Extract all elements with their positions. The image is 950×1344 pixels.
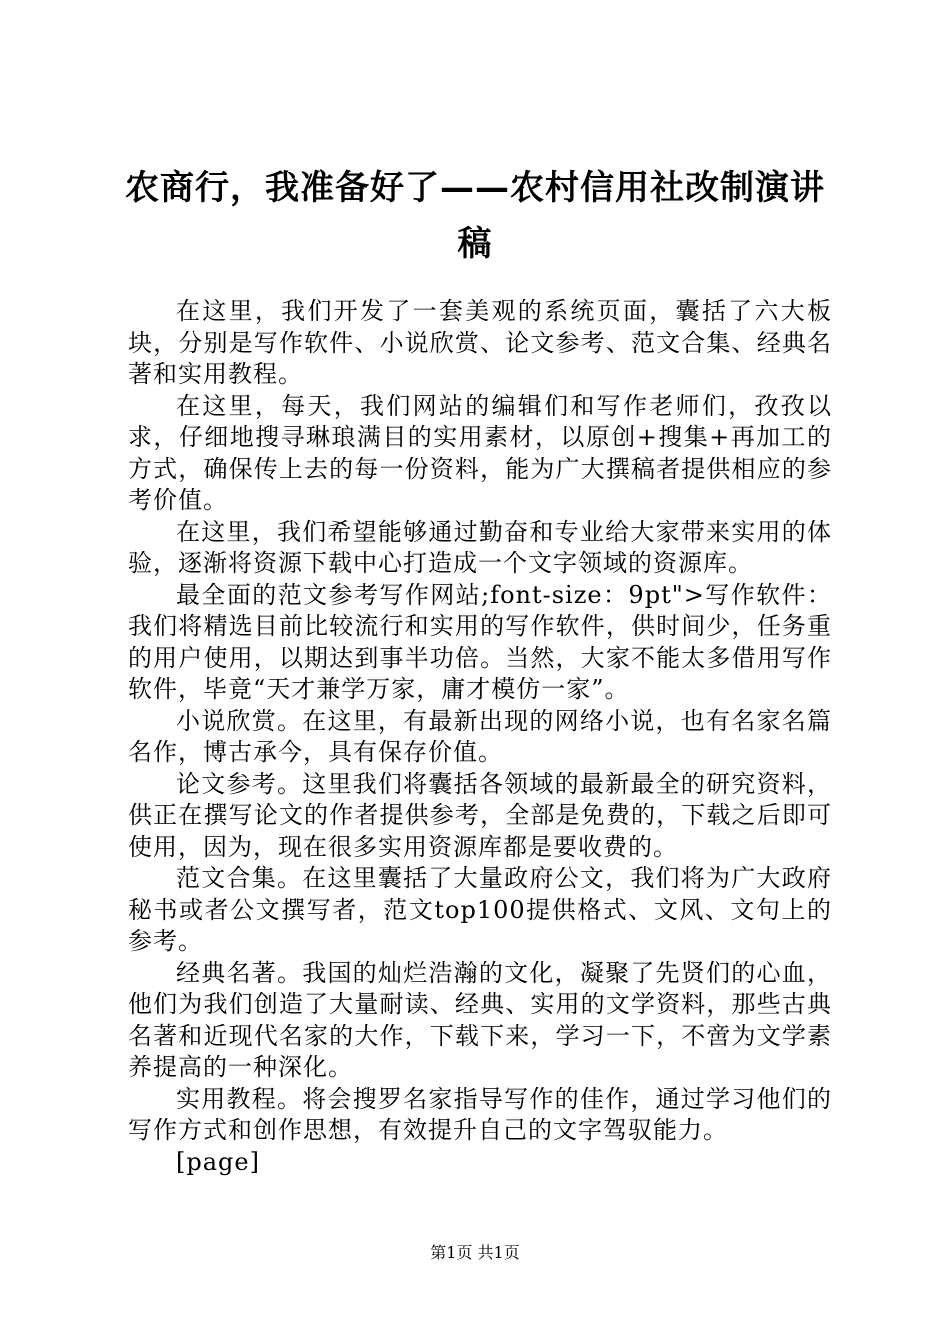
paragraph: 最全面的范文参考写作网站;font-size：9pt">写作软件：我们将精选目前比较流行和实用的写作软件，供时间少，任务重的用户使用，以期达到事半功倍。当然，大家不能太多借用写作软件，毕竟“天才兼学万家，庸才模仿一家”。 <box>128 580 832 703</box>
paragraph: 在这里，每天，我们网站的编辑们和写作老师们，孜孜以求，仔细地搜寻琳琅满目的实用素材，以原创+搜集+再加工的方式，确保传上去的每一份资料，能为广大撰稿者提供相应的参考价值。 <box>128 391 832 514</box>
paragraph: 在这里，我们希望能够通过勤奋和专业给大家带来实用的体验，逐渐将资源下载中心打造成一个文字领域的资源库。 <box>128 517 832 577</box>
paragraph: 范文合集。在这里囊括了大量政府公文，我们将为广大政府秘书或者公文撰写者，范文top100提供格式、文风、文句上的参考。 <box>128 864 832 955</box>
page-marker: [page] <box>176 1147 260 1176</box>
paragraph: 经典名著。我国的灿烂浩瀚的文化，凝聚了先贤们的心血，他们为我们创造了大量耐读、经典、实用的文学资料，那些古典名著和近现代名家的大作，下载下来，学习一下，不啻为文学素养提高的一种深化。 <box>128 958 832 1081</box>
paragraph: 在这里，我们开发了一套美观的系统页面，囊括了六大板块，分别是写作软件、小说欣赏、论文参考、范文合集、经典名著和实用教程。 <box>128 297 832 388</box>
paragraph: 论文参考。这里我们将囊括各领域的最新最全的研究资料，供正在撰写论文的作者提供参考，全部是免费的，下载之后即可使用，因为，现在很多实用资源库都是要收费的。 <box>128 769 832 861</box>
paragraph: 小说欣赏。在这里，有最新出现的网络小说，也有名家名篇名作，博古承今，具有保存价值。 <box>128 706 832 766</box>
page-footer: 第1页 共1页 <box>430 1243 520 1262</box>
paragraph: 实用教程。将会搜罗名家指导写作的佳作，通过学习他们的写作方式和创作思想，有效提升自己的文字驾驭能力。 <box>128 1084 832 1144</box>
document-body <box>128 296 832 1178</box>
document-title: 农商行，我准备好了——农村信用社改制演讲稿 <box>125 168 825 264</box>
